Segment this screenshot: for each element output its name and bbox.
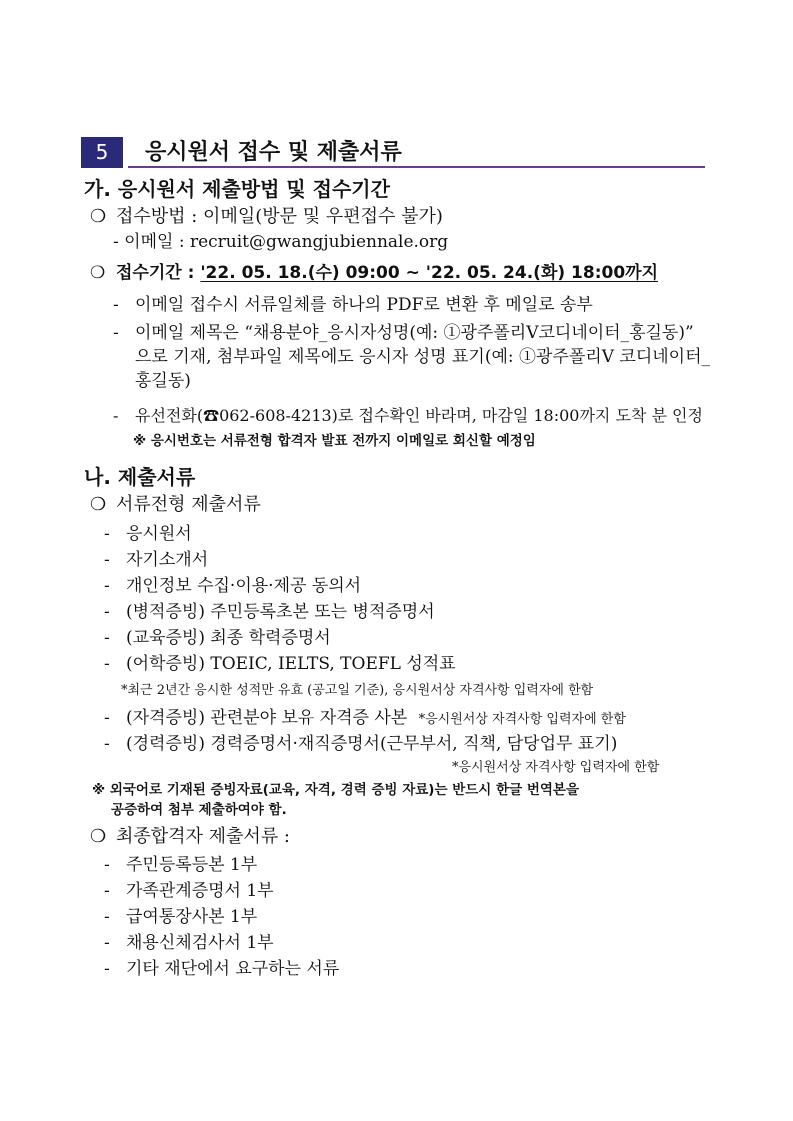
list-item: - (경력증빙) 경력증명서·재직증명서(근무부서, 직책, 담당업무 표기) <box>104 734 618 754</box>
list-item: - 이메일 제목은 “채용분야_응시자성명(예: ①광주폴리Ⅴ코디네이터_홍길동)” 으로 기재, 첨부파일 제목에도 응시자 성명 표기(예: ①광주폴리Ⅴ 코디네이터_홍길동) <box>113 323 711 391</box>
certificate-note: *응시원서상 자격사항 입력자에 한함 <box>418 712 626 727</box>
list-item: - 가족관계증명서 1부 <box>104 881 274 901</box>
period-value: '22. 05. 18.(수) 09:00 ~ '22. 05. 24.(화) 18:00까지 <box>200 263 659 283</box>
section-number-badge: 5 <box>81 137 123 168</box>
list-item: - 급여통장사본 1부 <box>104 907 258 927</box>
circle-bullet-icon: ❍ <box>90 263 106 283</box>
circle-bullet-icon: ❍ <box>90 206 107 227</box>
period-label: 접수기간 : <box>116 263 201 283</box>
list-item: - (병적증빙) 주민등록초본 또는 병적증명서 <box>104 602 435 622</box>
list-item: - 이메일 접수시 서류일체를 하나의 PDF로 변환 후 메일로 송부 <box>113 295 593 315</box>
heading-part-b: 나. 제출서류 <box>84 465 196 489</box>
list-item: - 자기소개서 <box>104 550 209 570</box>
foreign-language-note-cont: 공증하여 첨부 제출하여야 함. <box>111 802 287 818</box>
screening-docs-title: ❍ 서류전형 제출서류 <box>90 494 261 515</box>
method-text: 접수방법 : 이메일(방문 및 우편접수 불가) <box>116 206 443 227</box>
list-item: - 개인정보 수집·이용·제공 동의서 <box>104 576 362 596</box>
language-score-note: *최근 2년간 응시한 성적만 유효 (공고일 기준), 응시원서상 자격사항 입력자에 한함 <box>121 683 594 698</box>
heading-part-a: 가. 응시원서 제출방법 및 접수기간 <box>84 177 390 201</box>
circle-bullet-icon: ❍ <box>90 826 107 847</box>
email-line: - 이메일 : recruit@gwangjubiennale.org <box>113 232 449 252</box>
list-item: - (어학증빙) TOEIC, IELTS, TOEFL 성적표 <box>104 654 456 674</box>
list-item: - (자격증빙) 관련분야 보유 자격증 사본 *응시원서상 자격사항 입력자에 한함 <box>104 708 626 728</box>
final-docs-title: ❍ 최종합격자 제출서류 : <box>90 826 290 847</box>
method-line <box>90 205 443 229</box>
period-line <box>90 261 658 285</box>
list-item: - 유선전화(☎062-608-4213)로 접수확인 바라며, 마감일 18:00까지 도착 분 인정 <box>113 406 703 425</box>
list-item: - 응시원서 <box>104 524 192 544</box>
section-title: 응시원서 접수 및 제출서류 <box>145 140 402 165</box>
list-item: - (교육증빙) 최종 학력증명서 <box>104 628 331 648</box>
career-note: *응시원서상 자격사항 입력자에 한함 <box>452 760 660 775</box>
section-title-rule <box>128 166 705 168</box>
list-item: - 주민등록등본 1부 <box>104 855 258 875</box>
list-item: - 채용신체검사서 1부 <box>104 933 274 953</box>
foreign-language-note: ※ 외국어로 기재된 증빙자료(교육, 자격, 경력 증빙 자료)는 반드시 한글 번역본을 <box>92 782 579 798</box>
list-item: - 기타 재단에서 요구하는 서류 <box>104 959 340 979</box>
circle-bullet-icon: ❍ <box>90 494 107 515</box>
applicant-number-note: ※ 응시번호는 서류전형 합격자 발표 전까지 이메일로 회신할 예정임 <box>133 433 536 449</box>
